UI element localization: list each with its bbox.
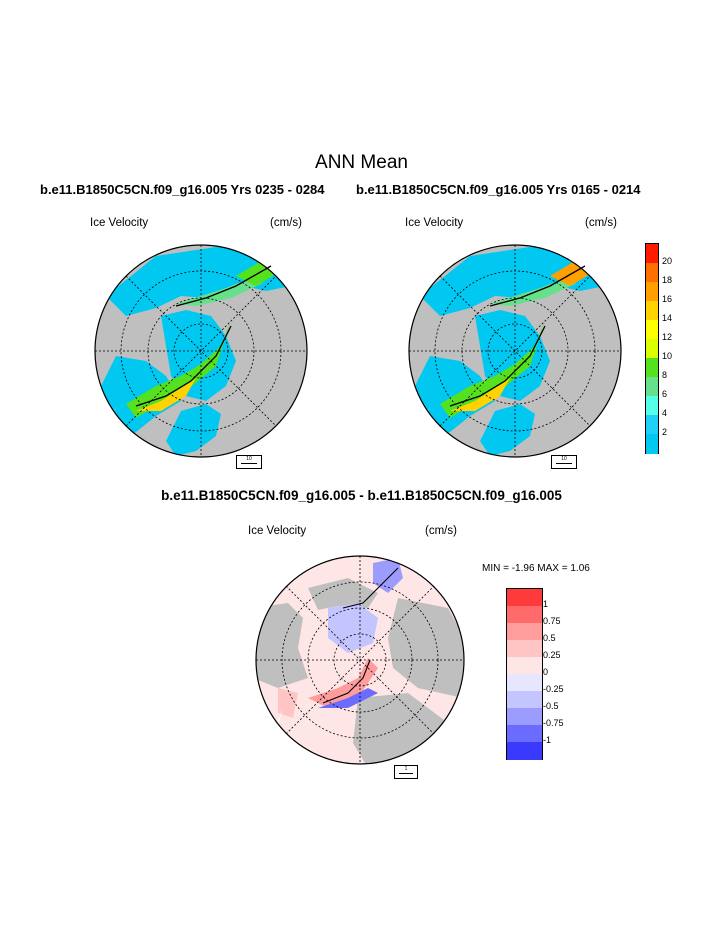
colorbar-tick-label: -0.25: [543, 684, 564, 695]
difference-colorbar-labels: [543, 588, 583, 758]
colorbar-tick-label: -1: [543, 735, 552, 746]
colorbar-swatch: [507, 708, 542, 726]
velocity-colorbar: [645, 243, 659, 454]
colorbar-tick-label: 1: [543, 599, 549, 610]
colorbar-tick-label: -0.5: [543, 701, 559, 712]
left-variable-label: Ice Velocity: [90, 217, 149, 229]
colorbar-tick-label: 0.5: [543, 633, 556, 644]
left-units-label: (cm/s): [270, 217, 302, 229]
velocity-colorbar-labels: [662, 243, 702, 452]
colorbar-swatch: [646, 282, 658, 302]
colorbar-tick-label: 6: [662, 389, 668, 400]
colorbar-swatch: [507, 674, 542, 692]
colorbar-swatch: [646, 339, 658, 359]
colorbar-tick-label: 0.25: [543, 650, 561, 661]
difference-map: [248, 548, 473, 773]
colorbar-swatch: [507, 742, 542, 760]
colorbar-tick-label: 16: [662, 294, 673, 305]
colorbar-swatch: [646, 377, 658, 397]
colorbar-swatch: [646, 263, 658, 283]
right-variable-label: Ice Velocity: [405, 217, 464, 229]
difference-colorbar: [506, 588, 543, 760]
right-reference-vector: [551, 455, 577, 469]
colorbar-swatch: [507, 691, 542, 709]
colorbar-swatch: [507, 725, 542, 743]
main-title: ANN Mean: [315, 152, 408, 173]
colorbar-tick-label: 14: [662, 313, 673, 324]
colorbar-tick-label: 20: [662, 256, 673, 267]
colorbar-tick-label: 8: [662, 370, 668, 381]
left-case-title: b.e11.B1850C5CN.f09_g16.005 Yrs 0235 - 0284: [40, 182, 325, 197]
colorbar-swatch: [646, 415, 658, 435]
colorbar-tick-label: 10: [662, 351, 673, 362]
right-units-label: (cm/s): [585, 217, 617, 229]
colorbar-tick-label: -0.75: [543, 718, 564, 729]
colorbar-swatch: [646, 244, 658, 264]
colorbar-swatch: [507, 623, 542, 641]
difference-title: b.e11.B1850C5CN.f09_g16.005 - b.e11.B1850C5CN.f09_g16.005: [161, 488, 562, 503]
colorbar-swatch: [507, 606, 542, 624]
colorbar-swatch: [507, 657, 542, 675]
right-velocity-map: [400, 236, 630, 466]
diff-variable-label: Ice Velocity: [248, 525, 307, 537]
left-reference-vector-label: 10: [246, 456, 252, 462]
left-reference-vector: [236, 455, 262, 469]
colorbar-tick-label: 0: [543, 667, 549, 678]
colorbar-tick-label: 12: [662, 332, 673, 343]
colorbar-tick-label: 4: [662, 408, 668, 419]
diff-units-label: (cm/s): [425, 525, 457, 537]
min-max-label: MIN = -1.96 MAX = 1.06: [482, 563, 590, 574]
colorbar-swatch: [646, 396, 658, 416]
right-reference-vector-label: 10: [561, 456, 567, 462]
colorbar-tick-label: 18: [662, 275, 673, 286]
colorbar-swatch: [646, 434, 658, 454]
colorbar-swatch: [646, 358, 658, 378]
diff-reference-vector: [394, 765, 418, 779]
right-case-title: b.e11.B1850C5CN.f09_g16.005 Yrs 0165 - 0214: [356, 182, 641, 197]
colorbar-tick-label: 2: [662, 427, 668, 438]
colorbar-swatch: [507, 589, 542, 607]
colorbar-swatch: [646, 301, 658, 321]
colorbar-tick-label: 0.75: [543, 616, 561, 627]
colorbar-swatch: [646, 320, 658, 340]
diff-reference-vector-label: 1: [404, 766, 408, 772]
left-velocity-map: [86, 236, 316, 466]
colorbar-swatch: [507, 640, 542, 658]
